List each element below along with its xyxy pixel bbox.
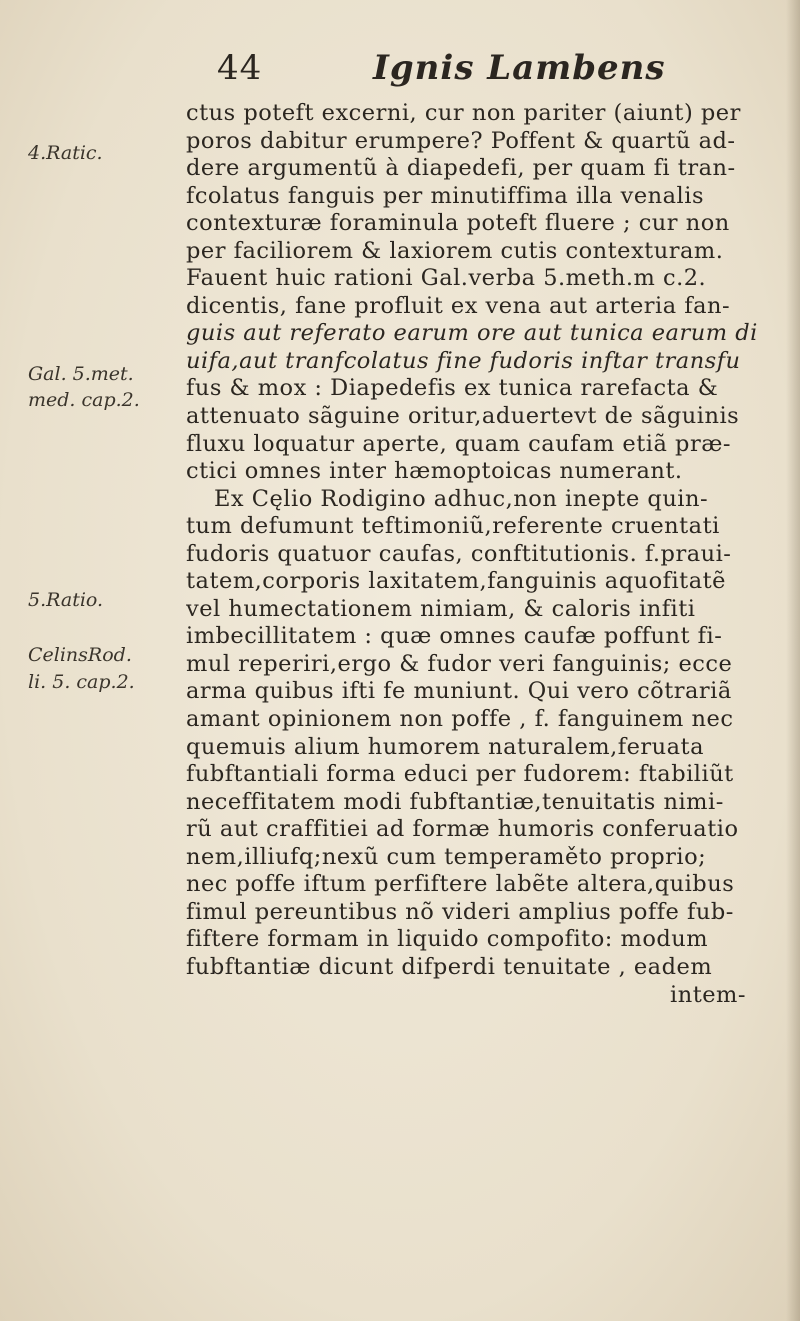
text-line: attenuato sãguine oritur,aduertevt de sãguinis xyxy=(186,403,740,430)
text-line: fudoris quatuor caufas, conftitutionis. f.praui- xyxy=(186,540,732,567)
text-line: tum defumunt teftimoniũ,referente cruentati xyxy=(186,513,720,540)
text-line: fluxu loquatur aperte, quam caufam etiã præ- xyxy=(186,430,731,457)
page-header xyxy=(205,48,705,98)
text-line: tatem,corporis laxitatem,fanguinis aquofitatẽ xyxy=(186,568,726,595)
margin-note: med. cap.2. xyxy=(28,389,140,411)
text-line: mul reperiri,ergo & fudor veri fanguinis; ecce xyxy=(186,650,733,677)
text-line: nec poffe iftum perfiftere labẽte altera,quibus xyxy=(186,871,735,898)
body-text xyxy=(186,100,786,1009)
text-line: fiftere formam in liquido compofito: modum xyxy=(186,926,709,953)
text-line: dicentis, fane profluit ex vena aut arteria fan- xyxy=(186,292,731,319)
page-number: 44 xyxy=(217,48,263,88)
catchword: intem- xyxy=(670,981,746,1008)
text-line: amant opinionem non poffe , f. fanguinem nec xyxy=(186,706,734,733)
text-line: fubftantiali forma educi per fudorem: ftabiliũt xyxy=(186,761,734,788)
text-line: fubftantiæ dicunt difperdi tenuitate , eadem xyxy=(186,953,713,980)
text-line: poros dabitur erumpere? Poffent & quartũ ad- xyxy=(186,127,736,154)
page-edge-shadow xyxy=(786,0,800,1321)
text-line: vel humectationem nimiam, & caloris infiti xyxy=(186,595,696,622)
text-line: arma quibus ifti fe muniunt. Qui vero cõtrariã xyxy=(186,678,732,705)
text-line: dere argumentũ à diapedefi, per quam fi tran- xyxy=(186,155,736,182)
text-line: uifa,aut tranfcolatus fine fudoris inftar transfu xyxy=(186,347,741,374)
text-line: imbecillitatem : quæ omnes caufæ poffunt fi- xyxy=(186,623,723,650)
text-line: contexturæ foraminula poteft fluere ; cur non xyxy=(186,210,730,237)
text-line: ctus poteft excerni, cur non pariter (aiunt) per xyxy=(186,100,741,126)
text-line: ctici omnes inter hæmoptoicas numerant. xyxy=(186,458,683,485)
margin-note: CelinsRod. xyxy=(28,644,132,666)
text-line: fcolatus fanguis per minutiffima illa venalis xyxy=(186,182,704,209)
text-line: rũ aut craffitiei ad formæ humoris conferuatio xyxy=(186,816,739,843)
text-line: quemuis alium humorem naturalem,feruata xyxy=(186,733,705,760)
text-line: per faciliorem & laxiorem cutis contexturam. xyxy=(186,237,724,264)
text-line: Ex Cęlio Rodigino adhuc,non inepte quin- xyxy=(214,485,709,512)
text-line: Fauent huic rationi Gal.verba 5.meth.m c.2. xyxy=(186,265,707,292)
margin-note: li. 5. cap.2. xyxy=(28,671,135,693)
text-line: guis aut referato earum ore aut tunica earum di xyxy=(186,320,758,347)
text-line: neceffitatem modi fubftantiæ,tenuitatis nimi- xyxy=(186,788,724,815)
margin-note: 5.Ratio. xyxy=(28,589,104,611)
text-line: fus & mox : Diapedefis ex tunica rarefacta & xyxy=(186,375,719,402)
running-title: Ignis Lambens xyxy=(373,48,666,88)
margin-note: Gal. 5.met. xyxy=(28,363,134,385)
margin-note: 4.Ratic. xyxy=(28,142,103,164)
text-line: nem,illiufq;nexũ cum temperaměto proprio; xyxy=(186,843,707,870)
text-line: fimul pereuntibus nõ videri amplius poffe fub- xyxy=(186,898,734,925)
